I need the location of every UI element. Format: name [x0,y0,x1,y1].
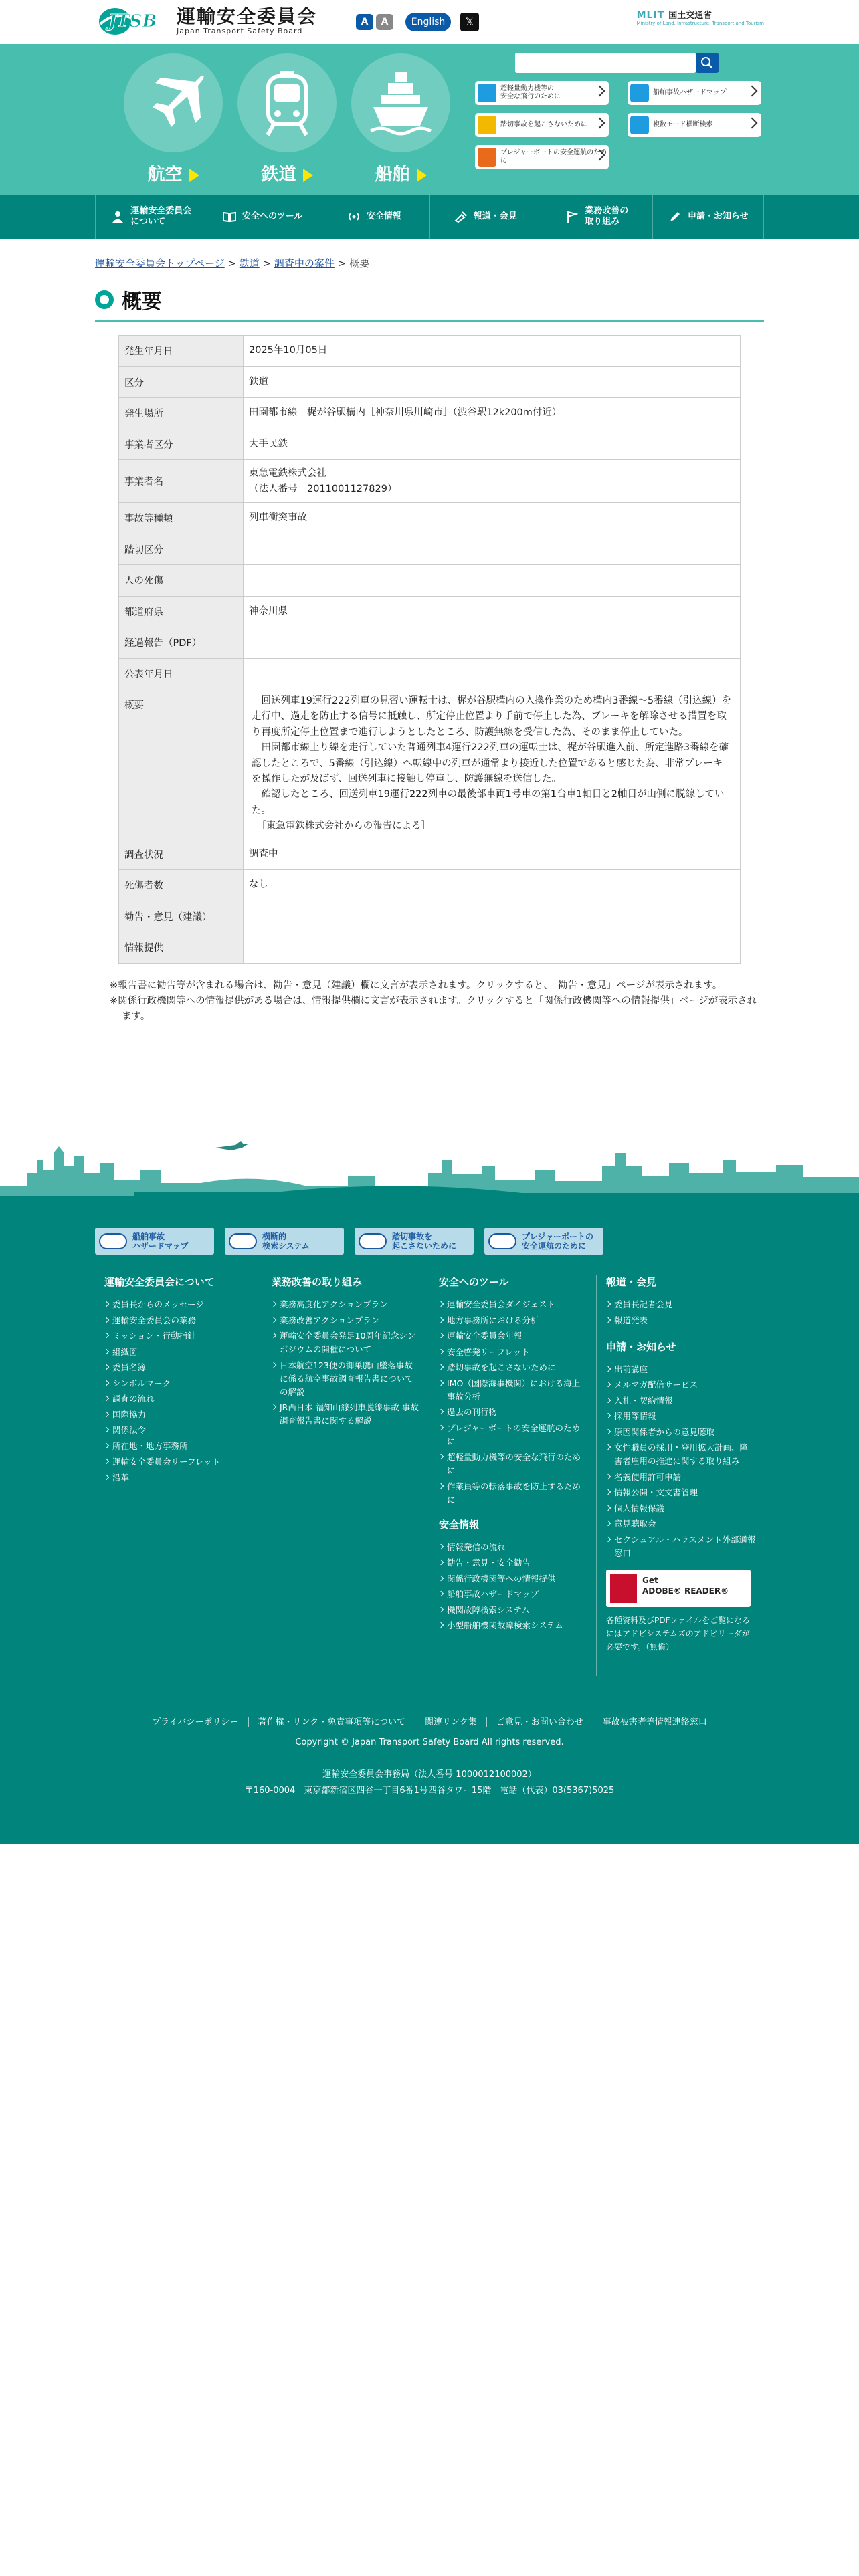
footer-link[interactable]: 船舶事故ハザードマップ [439,1588,588,1601]
row-label: 事業者名 [119,460,244,503]
summary-text: 回送列車19運行222列車の見習い運転士は、梶が谷駅構内の入換作業のため構内3番線～5番線（引込線）を走行中、過走を防止する信号に抵触し、所定停止位置より手前で停止した為、ブレーキを解除させる措置を取り再度所定停止位置まで進行しようとしたところ、防護無線を受信した為、そのまま停止していた。 田園都市線上り線を走行していた普通列車4運行222列車の運転士は、梶が谷駅進入前、所定進路3番線を確認したところで、5番線（引込線）へ転線中の列車が通常より接近した位置であると感じた為、非常ブレーキを操作したが及ばず、回送列車に接触し停車し、防護無線を送信した。 確認したところ、回送列車19運行222列車の最後部車両1号車の第1台車1軸目と2軸目が山側に脱線していた。 ［東急電鉄株式会社からの報告による］ [244,689,741,839]
adobe-reader-banner[interactable] [606,1570,751,1607]
quick-link-ultralight[interactable] [475,81,609,105]
nav-notices-label: 申請・お知らせ [687,211,749,221]
row-label: 区分 [119,366,244,398]
footer-link[interactable]: 関係行政機関等への情報提供 [439,1572,588,1586]
footer-link[interactable]: 関係法令 [104,1424,254,1437]
row-value [244,658,741,689]
site-logo[interactable] [95,4,317,37]
footer-col-title[interactable]: 運輸安全委員会について [104,1276,215,1288]
table-row [119,336,741,367]
footer-banners [95,1228,603,1255]
global-nav [0,195,859,239]
table-row [119,627,741,659]
footer-link-copyright[interactable]: 著作権・リンク・免責事項等について [249,1717,415,1727]
site-footer [0,1205,859,1844]
table-row [119,429,741,460]
table-row [119,366,741,398]
breadcrumb-home-link[interactable]: 運輸安全委員会トップページ [95,257,225,270]
footer-link[interactable]: 沿革 [104,1471,254,1485]
footer-link[interactable]: 地方事務所における分析 [439,1314,588,1327]
jtsb-badge-icon [359,1233,387,1249]
mlit-logo[interactable] [637,8,764,26]
table-notes [110,978,764,1025]
row-value: 鉄道 [244,366,741,398]
address-org: 運輸安全委員会事務局（法人番号 1000012100002） [322,1769,537,1780]
breadcrumb-railway-link[interactable]: 鉄道 [239,257,260,270]
logo-subtitle: Japan Transport Safety Board [177,26,303,35]
footer-link[interactable]: 委員長からのメッセージ [104,1298,254,1311]
row-label: 踏切区分 [119,534,244,565]
footer-col-press [597,1275,764,1676]
footer-link[interactable]: 作業員等の転落事故を防止するために [439,1480,588,1507]
city-skyline-illustration [0,1133,859,1206]
footer-link[interactable]: 小型船舶機関故障検索システム [439,1619,588,1632]
row-value: なし [244,870,741,901]
quick-link-cross-search-label: 複数モード横断検索 [653,121,713,128]
page-title [95,285,764,322]
footer-link-related[interactable]: 関連リンク集 [415,1717,487,1727]
breadcrumb-separator: > [259,257,274,270]
banner-pleasure-boat-label: プレジャーボートの 安全運航のために [522,1232,593,1251]
footer-link-list [439,1298,588,1507]
footer-col-title[interactable]: 申請・お知らせ [606,1340,676,1353]
footer-address [0,1767,859,1799]
mode-railway[interactable] [237,53,337,187]
train-icon [237,53,337,154]
table-row [119,658,741,689]
pen-icon [668,210,682,223]
nav-press[interactable] [430,195,542,239]
search-button[interactable] [696,53,719,73]
footer-link[interactable]: 名義使用許可申請 [606,1471,756,1484]
row-value: 東急電鉄株式会社 （法人番号 2011001127829） [244,460,741,503]
row-label: 事故等種類 [119,503,244,534]
table-row [119,398,741,429]
nav-safety-info[interactable] [318,195,430,239]
table-row [119,689,741,839]
font-size-small-button[interactable]: A [356,14,373,30]
row-label: 発生年月日 [119,336,244,367]
x-icon[interactable]: 𝕏 [460,13,479,31]
table-row [119,596,741,627]
book-icon [222,210,237,223]
banner-crossing-label: 踏切事故を 起こさないために [392,1232,457,1251]
search-icon [696,53,719,73]
table-row [119,901,741,932]
footer-link[interactable]: 運輸安全委員会発足10周年記念シンポジウムの開催について [272,1329,421,1356]
footer-link[interactable]: 過去の刊行物 [439,1406,588,1419]
footer-link-list [439,1541,588,1633]
footer-link[interactable]: 女性職員の採用・登用拡大計画、障害者雇用の推進に関する取り組み [606,1441,756,1468]
nav-safety-info-label: 安全情報 [366,211,401,221]
footer-link[interactable]: 機関故障検索システム [439,1604,588,1617]
quick-link-crossing-label: 踏切事故を起こさないために [500,121,587,128]
breadcrumb [95,256,764,270]
mlit-name: 国土交通省 [668,11,712,21]
row-label: 事業者区分 [119,429,244,460]
nav-about[interactable] [95,195,207,239]
footer-link[interactable]: 運輸安全委員会ダイジェスト [439,1298,588,1311]
nav-improvement-label: 業務改善の 取り組み [585,206,629,227]
footer-link-list [606,1363,756,1560]
footer-link[interactable]: 調査の流れ [104,1392,254,1406]
quick-link-pleasure-boat-label: プレジャーボートの安全運航のために [500,149,607,165]
footer-link[interactable]: 所在地・地方事務所 [104,1440,254,1453]
row-value [244,534,741,565]
footer-link[interactable]: 入札・契約情報 [606,1394,756,1408]
footer-link[interactable]: 超軽量動力機等の安全な飛行のために [439,1451,588,1477]
page-title-text: 概要 [122,290,162,314]
adobe-label: Get ADOBE® READER® [642,1575,729,1596]
row-value: 神奈川県 [244,596,741,627]
nav-improvement[interactable] [541,195,653,239]
footer-col-title[interactable]: 報道・会見 [606,1276,657,1288]
footer-link[interactable]: 採用等情報 [606,1410,756,1423]
quick-link-hazard-map[interactable] [628,81,761,105]
footer-link[interactable]: セクシュアル・ハラスメント外部通報窓口 [606,1533,756,1560]
footer-link[interactable]: 日本航空123便の御巣鷹山墜落事故に係る航空事故調査報告書についての解説 [272,1359,421,1399]
row-label: 人の死傷 [119,565,244,597]
footer-link[interactable]: 国際協力 [104,1408,254,1422]
footer-link[interactable]: 安全啓発リーフレット [439,1346,588,1359]
font-size-large-button[interactable]: A [376,14,393,30]
row-value: 列車衝突事故 [244,503,741,534]
footer-link[interactable]: シンボルマーク [104,1377,254,1390]
row-value[interactable] [244,932,741,964]
footer-link[interactable]: 勧告・意見・安全勧告 [439,1556,588,1570]
table-row [119,932,741,964]
row-label: 概要 [119,689,244,839]
footer-link[interactable]: 個人情報保護 [606,1502,756,1515]
footer-sitemap [95,1275,764,1676]
footer-link[interactable]: 情報発信の流れ [439,1541,588,1554]
row-label: 公表年月日 [119,658,244,689]
nav-tools-label: 安全へのツール [242,211,303,221]
mode-marine-label: 船舶 [375,165,410,185]
footer-link[interactable]: 委員名簿 [104,1361,254,1374]
mlit-mark: MLIT [636,10,665,21]
footer-link[interactable]: 運輸安全委員会リーフレット [104,1455,254,1469]
nav-about-label: 運輸安全委員会 について [130,206,192,227]
footer-link[interactable]: 情報公開・文文書管理 [606,1486,756,1499]
table-row [119,870,741,901]
footer-col-title[interactable]: 安全情報 [439,1518,480,1531]
search-doc-icon [630,116,649,134]
breadcrumb-current: 概要 [349,257,370,270]
signal-icon [347,210,361,223]
banner-hazard-map-label: 船舶事故 ハザードマップ [132,1232,189,1251]
hero-banner [0,44,859,195]
banner-cross-search[interactable] [225,1228,344,1255]
hand-icon [630,84,649,102]
row-label: 発生場所 [119,398,244,429]
quick-link-crossing[interactable] [475,113,609,137]
footer-link[interactable]: 出前講座 [606,1363,756,1376]
plane-small-icon [478,84,496,102]
table-row [119,503,741,534]
row-value: 調査中 [244,839,741,870]
flag-icon [565,210,579,223]
banner-hazard-map[interactable] [95,1228,214,1255]
quick-link-pleasure-boat[interactable] [475,145,609,169]
mode-railway-label: 鉄道 [261,165,296,185]
megaphone-icon [454,210,468,223]
footer-link[interactable]: 運輸安全委員会年報 [439,1329,588,1343]
breadcrumb-separator: > [334,257,350,270]
footer-link[interactable]: プレジャーボートの安全運航のために [439,1422,588,1448]
nav-tools[interactable] [207,195,319,239]
mode-aviation-label: 航空 [147,165,183,185]
footer-link-list [606,1298,756,1327]
footer-col-title[interactable]: 業務改善の取り組み [272,1276,363,1288]
footer-link-privacy[interactable]: プライバシーポリシー [142,1717,248,1727]
ship-icon [351,53,451,154]
footer-link[interactable]: 業務高度化アクションプラン [272,1298,421,1311]
table-row [119,839,741,870]
banner-crossing[interactable] [355,1228,474,1255]
airplane-icon [123,53,223,154]
footer-link-victims[interactable]: 事故被害者等情報連絡窓口 [602,1717,707,1727]
footer-link[interactable]: JR西日本 福知山線列車脱線事故 事故調査報告書に関する解説 [272,1401,421,1428]
address-line: 〒160-0004 東京都新宿区四谷一丁目6番1号四谷タワー15階 電話（代表）03(5367)5025 [244,1786,615,1796]
note-recommendation: ※報告書に勧告等が含まれる場合は、勧告・意見（建議）欄に文言が表示されます。クリックすると、「勧告・意見」ページが表示されます。 [110,980,723,991]
footer-link[interactable]: メルマガ配信サービス [606,1378,756,1392]
footer-link[interactable]: 組織図 [104,1346,254,1359]
footer-link[interactable]: 委員長記者会見 [606,1298,756,1311]
row-value[interactable] [244,627,741,659]
banner-cross-search-label: 横断的 検索システム [262,1232,310,1251]
footer-col-tools [430,1275,597,1676]
person-icon [110,210,125,223]
footer-link[interactable]: 踏切事故を起こさないために [439,1361,588,1374]
row-label: 情報提供 [119,932,244,964]
footer-col-improvement [262,1275,430,1676]
case-detail-table [118,335,741,964]
nav-notices[interactable] [653,195,765,239]
jtsb-badge-icon [99,1233,127,1249]
footer-link-contact[interactable]: ご意見・お問い合わせ [487,1717,593,1727]
row-value: 2025年10月05日 [244,336,741,367]
footer-link[interactable]: 意見聴取会 [606,1517,756,1531]
title-circle-icon [95,290,114,309]
boat-icon [478,148,496,167]
copyright: Copyright © Japan Transport Safety Board All rights reserved. [295,1737,564,1747]
footer-link-list [272,1298,421,1428]
footer-col-about [95,1275,262,1676]
top-bar [95,0,764,44]
quick-link-hazard-map-label: 船舶事故ハザードマップ [653,89,727,96]
row-label: 都道府県 [119,596,244,627]
footer-link[interactable]: ミッション・行動指針 [104,1329,254,1343]
banner-pleasure-boat[interactable] [484,1228,603,1255]
footer-link[interactable]: 報道発表 [606,1314,756,1327]
row-label: 経過報告（PDF） [119,627,244,659]
search-input[interactable] [515,53,696,73]
table-row [119,534,741,565]
table-row [119,460,741,503]
row-value [244,565,741,597]
note-info-provision: ※関係行政機関等への情報提供がある場合は、情報提供欄に文言が表示されます。クリックすると「関係行政機関等への情報提供」ページが表示されます。 [110,995,757,1022]
adobe-icon [610,1574,637,1603]
row-value: 大手民鉄 [244,429,741,460]
row-label: 調査状況 [119,839,244,870]
adobe-note: 各種資料及びPDFファイルをご覧になるにはアドビシステムズのアドビリーダが必要です。（無償） [606,1615,751,1652]
mlit-english-name: Ministry of Land, Infrastructure, Transport and Tourism [636,21,764,26]
jtsb-badge-icon [488,1233,516,1249]
quick-link-cross-search[interactable] [628,113,761,137]
row-label: 死傷者数 [119,870,244,901]
table-row [119,565,741,597]
jtsb-badge-icon [229,1233,257,1249]
nav-press-label: 報道・会見 [473,211,517,221]
crossing-icon [478,116,496,134]
logo-title: 運輸安全委員会 [177,5,318,27]
english-button[interactable]: English [405,13,451,31]
mode-marine[interactable] [351,53,451,187]
row-label: 勧告・意見（建議） [119,901,244,932]
footer-link[interactable]: IMO（国際海事機関）における海上事故分析 [439,1377,588,1404]
footer-link-list [104,1298,254,1485]
breadcrumb-investigating-link[interactable]: 調査中の案件 [274,257,335,270]
breadcrumb-separator: > [224,257,240,270]
footer-link[interactable]: 運輸安全委員会の業務 [104,1314,254,1327]
footer-links [0,1715,859,1727]
footer-col-title[interactable]: 安全へのツール [439,1276,509,1288]
footer-link[interactable]: 業務改善アクションプラン [272,1314,421,1327]
row-value: 田園都市線 梶が谷駅構内［神奈川県川崎市］（渋谷駅12k200m付近） [244,398,741,429]
main-content [95,256,764,1025]
footer-link[interactable]: 原因関係者からの意見聴取 [606,1426,756,1439]
row-value[interactable] [244,901,741,932]
jtsb-logo-icon [95,4,170,37]
quick-link-ultralight-label: 超軽量動力機等の 安全な飛行のために [500,85,561,100]
mode-aviation[interactable] [123,53,223,187]
svg-text:JTSB: JTSB [108,11,157,31]
